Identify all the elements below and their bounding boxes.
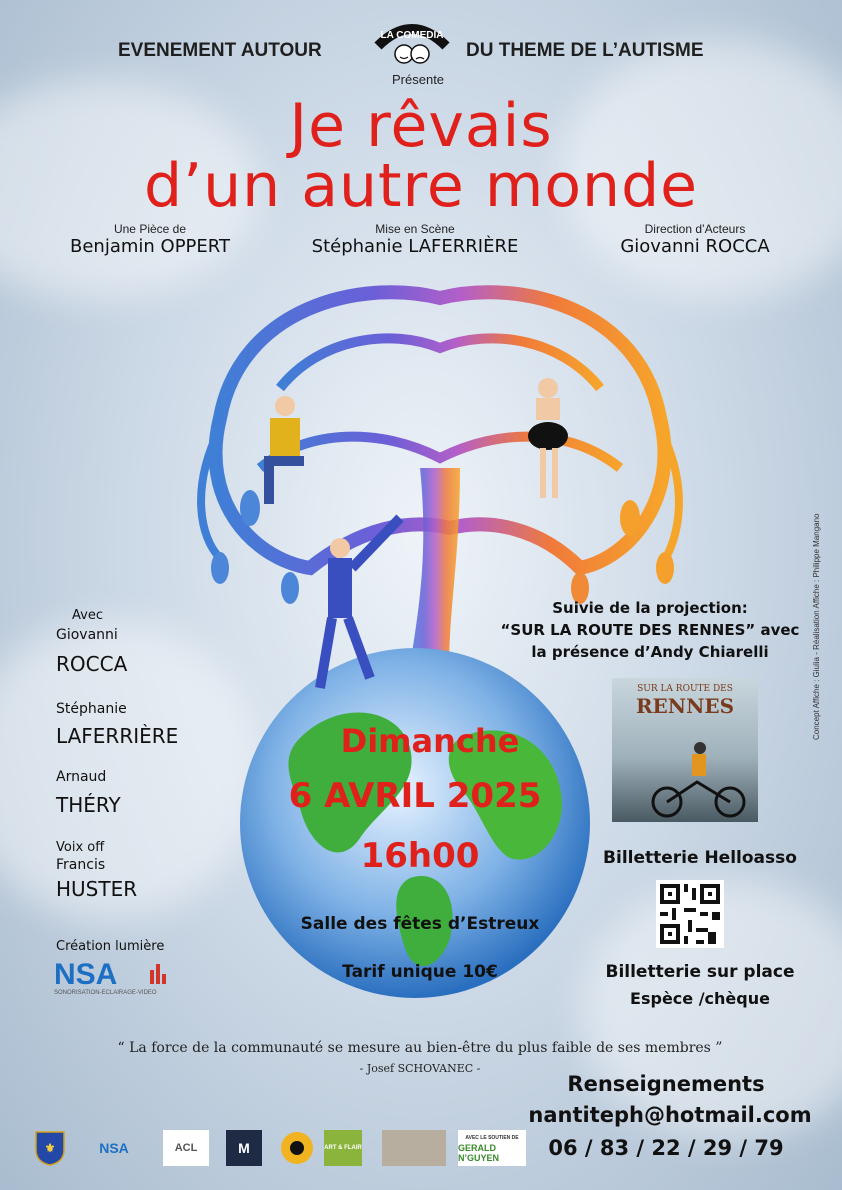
ticketing-online: Billetterie Helloasso — [603, 848, 797, 868]
credit-role: Une Pièce de — [113, 222, 187, 236]
cast-last-name: LAFERRIÈRE — [56, 724, 179, 748]
quote-author: - Josef SCHOVANEC - — [359, 1062, 481, 1075]
cast-last-name: THÉRY — [56, 793, 121, 817]
contact-heading: Renseignements — [567, 1072, 765, 1096]
title-line-1: Je rêvais — [289, 91, 553, 161]
svg-text:⚜: ⚜ — [44, 1141, 56, 1155]
photo-logo — [382, 1130, 446, 1166]
event-time: 16h00 — [360, 836, 480, 876]
event-day: Dimanche — [340, 722, 520, 760]
qr-code[interactable] — [656, 880, 724, 948]
voix-off-label: Voix off — [56, 840, 105, 855]
cast-last-name: ROCCA — [56, 652, 128, 676]
header-left-text: EVENEMENT AUTOUR — [118, 40, 322, 61]
cast-first-name: Giovanni — [56, 627, 118, 643]
event-venue: Salle des fêtes d’Estreux — [300, 914, 540, 934]
header-right-text: DU THEME DE L’AUTISME — [466, 40, 704, 61]
credit-director — [290, 222, 540, 257]
nsa-footer-logo: NSA — [99, 1140, 129, 1156]
acl-logo: ACL — [163, 1130, 209, 1166]
svg-text:LA COMEDIA: LA COMEDIA — [380, 30, 444, 41]
cast-first-name: Arnaud — [56, 769, 107, 785]
contact-email[interactable]: nantiteph@hotmail.com — [528, 1103, 812, 1127]
cast-first-name: Stéphanie — [56, 701, 127, 717]
credit-author — [40, 222, 260, 257]
credit-name: Stéphanie LAFERRIÈRE — [311, 236, 519, 257]
quote-text: “ La force de la communauté se mesure au bien-être du plus faible de ses membres ” — [117, 1040, 723, 1056]
projection-line: la présence d’Andy Chiarelli — [531, 643, 769, 661]
event-date: 6 AVRIL 2025 — [288, 776, 542, 816]
m-logo: M — [226, 1130, 262, 1166]
credit-name: Giovanni ROCCA — [620, 236, 770, 257]
credit-acting-direction — [590, 222, 800, 257]
ticketing-onsite: Billetterie sur place — [605, 962, 795, 982]
credit-role: Mise en Scène — [375, 222, 455, 236]
title-line-2: d’un autre monde — [143, 151, 699, 221]
projection-line: “SUR LA ROUTE DES RENNES” avec — [500, 621, 800, 639]
credit-role: Direction d’Acteurs — [644, 222, 746, 236]
lighting-label: Création lumière — [56, 939, 165, 954]
projection-info — [500, 597, 800, 663]
voix-off-first-name: Francis — [56, 857, 106, 873]
projection-line: Suivie de la projection: — [552, 599, 748, 617]
coat-of-arms-logo — [32, 1130, 68, 1166]
cast-avec-label: Avec — [72, 608, 103, 623]
credit-name: Benjamin OPPERT — [70, 236, 230, 257]
contact-phone[interactable]: 06 / 83 / 22 / 29 / 79 — [548, 1136, 784, 1160]
event-price: Tarif unique 10€ — [342, 962, 498, 982]
green-logo: ART & FLAIR — [324, 1130, 362, 1166]
presente-label: Présente — [392, 72, 445, 87]
la-comedia-logo — [370, 16, 454, 72]
film-poster: SUR LA ROUTE DES RENNES — [612, 678, 758, 822]
nsa-logo: NSA SONORISATION-ECLAIRAGE-VIDEO — [54, 960, 174, 996]
voix-off-last-name: HUSTER — [56, 877, 138, 901]
payment-methods: Espèce /chèque — [630, 989, 770, 1008]
circle-logo — [279, 1130, 315, 1166]
sponsor-logo: AVEC LE SOUTIEN DE GERALD N’GUYEN — [458, 1130, 526, 1166]
